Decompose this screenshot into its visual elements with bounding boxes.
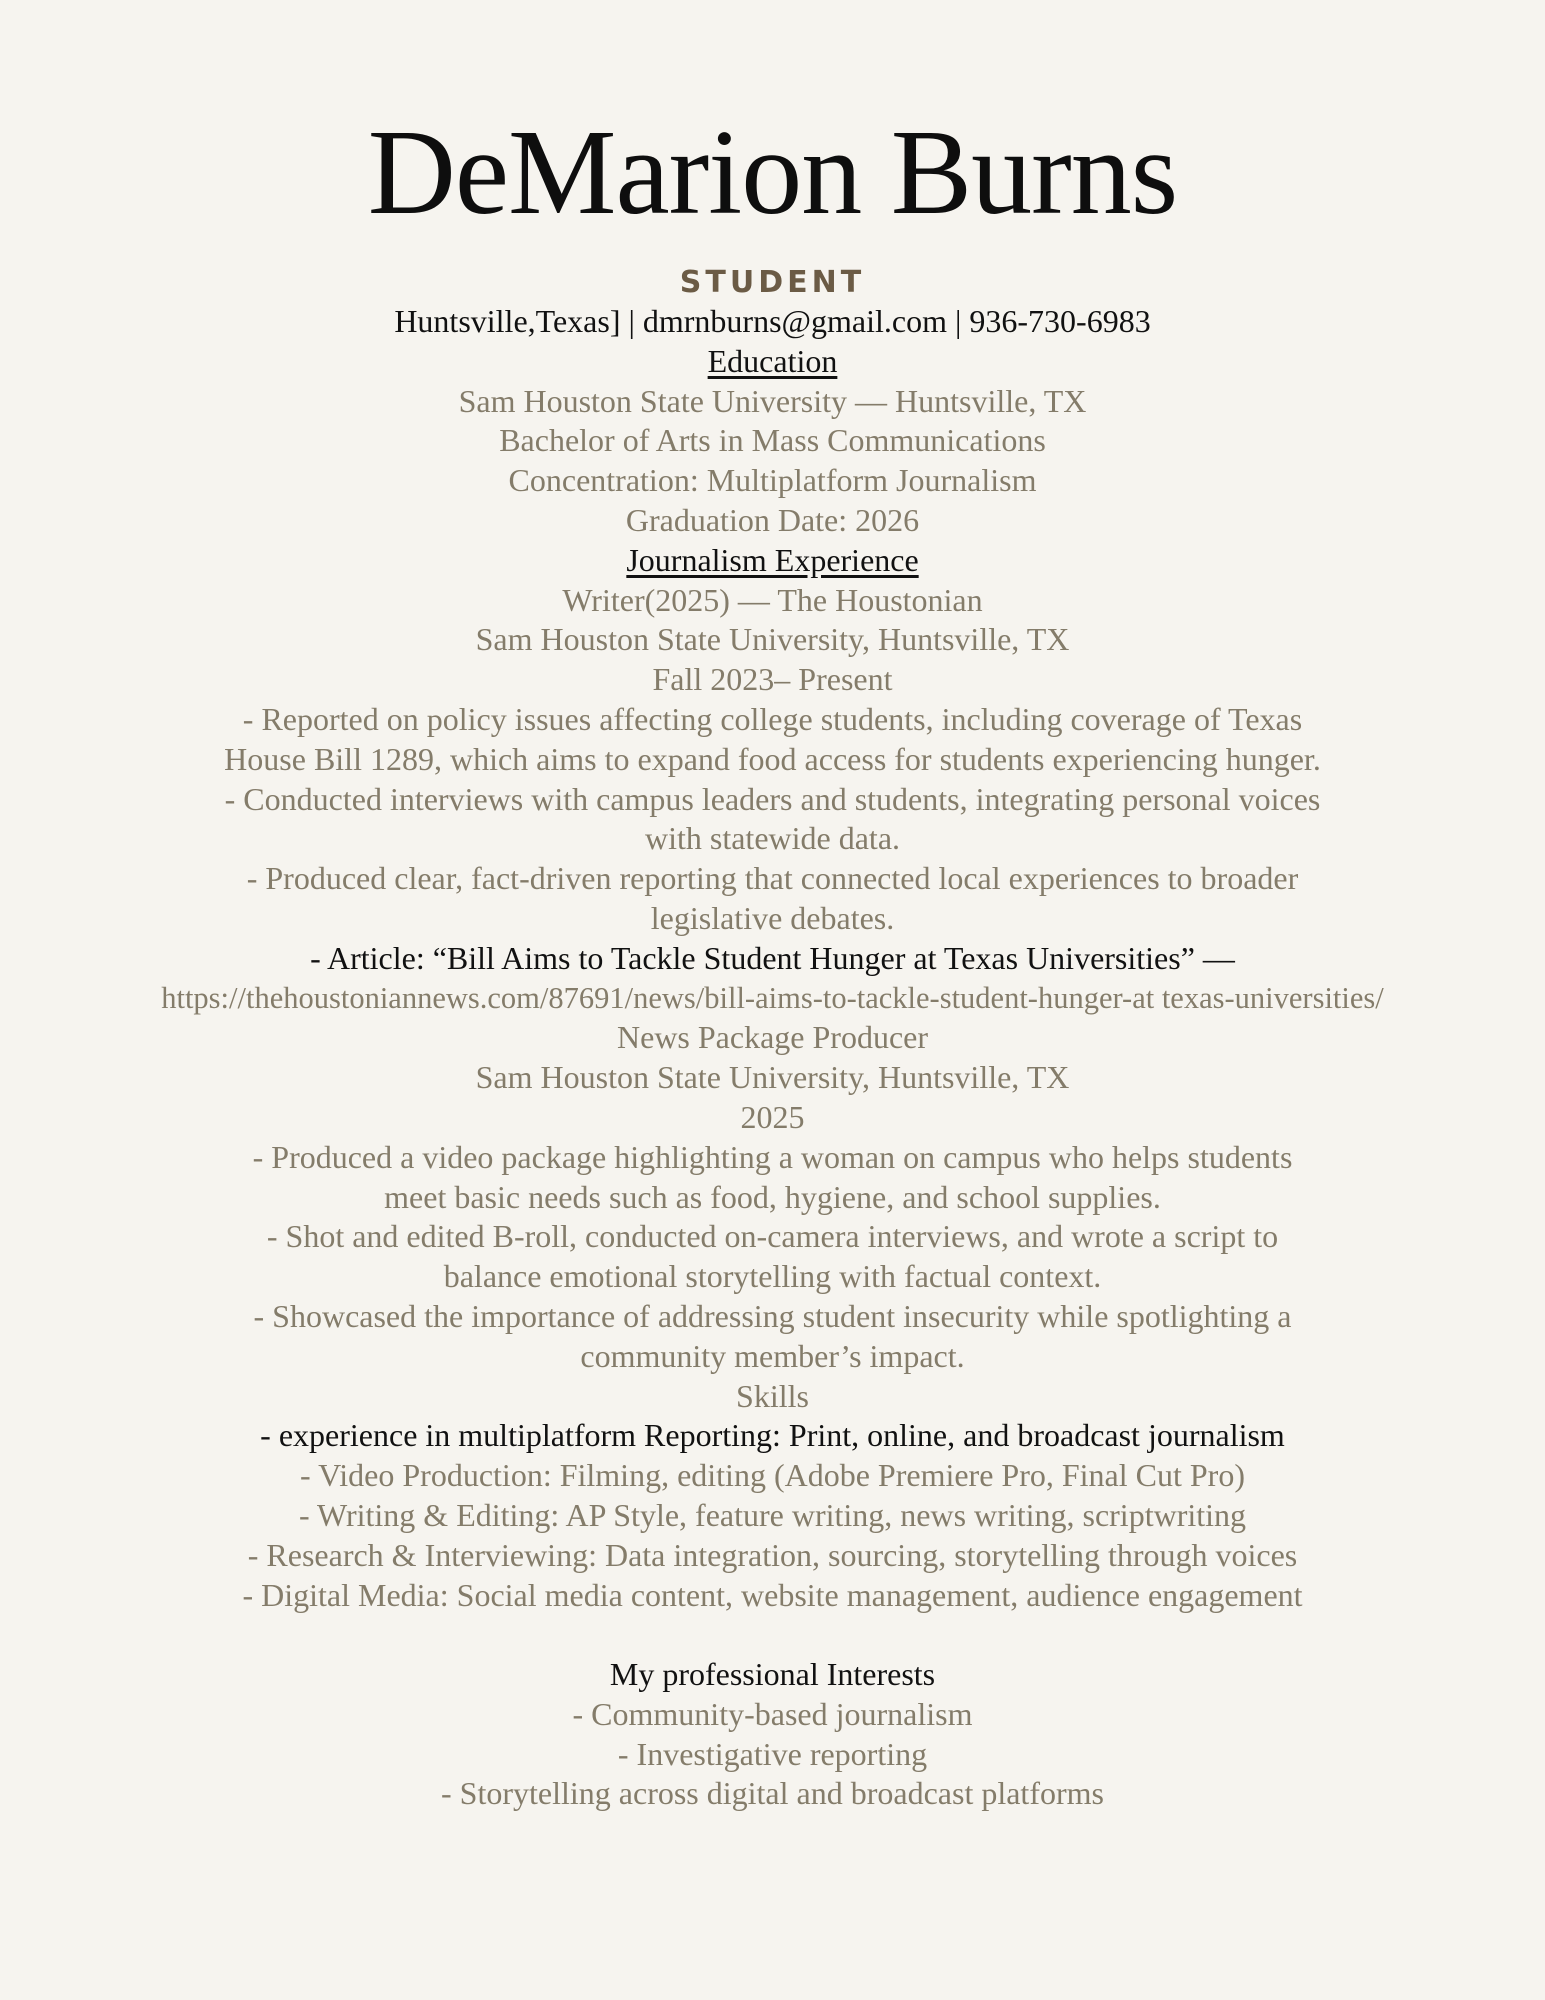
candidate-title: STUDENT xyxy=(679,265,866,300)
job-bullet: House Bill 1289, which aims to expand food access for students experiencing hunger. xyxy=(224,740,1321,777)
interests-item: - Investigative reporting xyxy=(617,1735,928,1772)
job-bullet: - Conducted interviews with campus leaders and students, integrating personal voices xyxy=(224,780,1321,817)
job-title: News Package Producer xyxy=(617,1019,928,1056)
job-title: Writer(2025) — The Houstonian xyxy=(562,581,983,618)
job-bullet: - Produced clear, fact-driven reporting that connected local experiences to broader xyxy=(246,860,1299,897)
skills-item: - experience in multiplatform Reporting: Print, online, and broadcast journalism xyxy=(260,1417,1285,1454)
job-location: Sam Houston State University, Huntsville, TX xyxy=(475,1059,1070,1096)
experience-heading: Journalism Experience xyxy=(626,541,919,578)
article-url[interactable]: https://thehoustoniannews.com/87691/news/bill-aims-to-tackle-student-hunger-at texas-universities/ xyxy=(161,980,1384,1015)
education-heading: Education xyxy=(707,342,838,379)
education-line: Bachelor of Arts in Mass Communications xyxy=(499,422,1046,459)
job-bullet: - Showcased the importance of addressing student insecurity while spotlighting a xyxy=(253,1297,1292,1334)
skills-item: - Writing & Editing: AP Style, feature writing, news writing, scriptwriting xyxy=(298,1496,1247,1533)
job-dates: Fall 2023– Present xyxy=(652,661,893,698)
skills-item: - Digital Media: Social media content, website management, audience engagement xyxy=(242,1576,1303,1613)
job-bullet: meet basic needs such as food, hygiene, and school supplies. xyxy=(384,1178,1161,1215)
interests-item: - Storytelling across digital and broadcast platforms xyxy=(441,1775,1104,1812)
education-line: Concentration: Multiplatform Journalism xyxy=(508,462,1037,499)
job-dates: 2025 xyxy=(740,1098,805,1135)
contact-line: Huntsville,Texas] | dmrnburns@gmail.com | 936-730-6983 xyxy=(394,303,1151,339)
interests-item: - Community-based journalism xyxy=(572,1695,973,1732)
skills-heading: Skills xyxy=(736,1377,809,1414)
job-bullet: - Shot and edited B-roll, conducted on-camera interviews, and wrote a script to xyxy=(266,1218,1279,1255)
job-bullet: legislative debates. xyxy=(650,899,895,936)
job-bullet: - Reported on policy issues affecting college students, including coverage of Texas xyxy=(242,700,1303,737)
education-line: Graduation Date: 2026 xyxy=(625,501,920,538)
education-line: Sam Houston State University — Huntsville, TX xyxy=(458,382,1087,419)
interests-heading: My professional Interests xyxy=(609,1656,936,1693)
resume-body xyxy=(0,302,1545,1814)
job-bullet: balance emotional storytelling with factual context. xyxy=(443,1258,1102,1295)
job-bullet: - Produced a video package highlighting a woman on campus who helps students xyxy=(252,1138,1293,1175)
article-line: - Article: “Bill Aims to Tackle Student Hunger at Texas Universities” — xyxy=(310,939,1235,976)
skills-item: - Video Production: Filming, editing (Adobe Premiere Pro, Final Cut Pro) xyxy=(300,1457,1245,1494)
skills-item: - Research & Interviewing: Data integration, sourcing, storytelling through voices xyxy=(247,1536,1298,1573)
job-bullet: with statewide data. xyxy=(644,820,901,857)
section-spacer xyxy=(0,1615,1545,1655)
candidate-name: DeMarion Burns xyxy=(367,105,1178,240)
job-location: Sam Houston State University, Huntsville, TX xyxy=(475,621,1070,658)
job-bullet: community member’s impact. xyxy=(580,1337,965,1374)
